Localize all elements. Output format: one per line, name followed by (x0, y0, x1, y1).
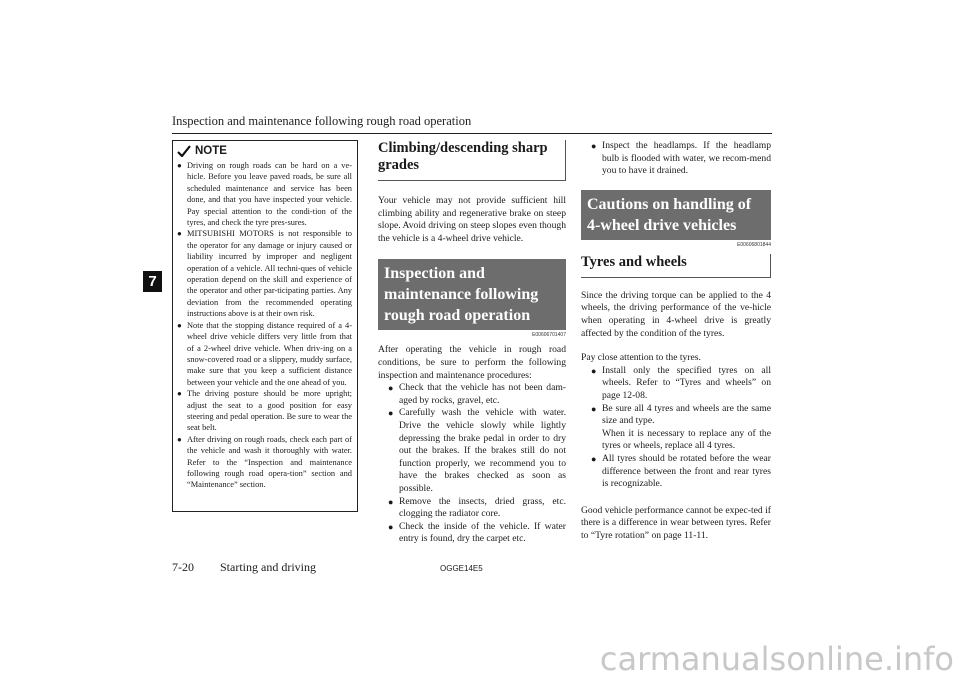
inspection-list (378, 382, 566, 546)
tyres-intro: Since the driving torque can be applied to the 4 wheels, the driving performance of the ve-hicle when operating in 4-wheel drive is greatly affected by the condition of the tyres. (581, 289, 771, 339)
note-title: NOTE (195, 145, 227, 157)
bullet-icon: ● (591, 453, 597, 464)
tyres-heading: Tyres and wheels (581, 254, 771, 278)
list-item (177, 434, 352, 491)
inspection-intro: After operating the vehicle in rough road conditions, be sure to perform the following inspection and maintenance procedures: (378, 344, 566, 381)
cautions-code: E00606801844 (737, 241, 771, 248)
list-item (177, 388, 352, 434)
cautions-heading: Cautions on handling of 4-wheel drive vehicles (581, 190, 771, 240)
tyre-list (581, 365, 771, 491)
bullet-icon: ● (177, 434, 182, 444)
bullet-icon: ● (388, 521, 394, 532)
footer-section: Starting and driving (220, 560, 316, 574)
note-list (177, 160, 352, 491)
headlamp-item-text: Inspect the headlamps. If the headlamp bulb is flooded with water, we recom-mend you to have it drained. (602, 140, 771, 177)
list-item (581, 365, 771, 403)
pencil-check-icon (177, 145, 191, 157)
note-header (177, 145, 352, 157)
tyre-item-text: Be sure all 4 tyres and wheels are the same size and type. (602, 402, 771, 427)
list-item (177, 228, 352, 319)
header-rule (172, 133, 772, 134)
note-item-text: Driving on rough roads can be hard on a ve-hicle. Before you leave paved roads, be sure all scheduled maintenance and service has been done, and that you have inspected your vehicle. Pay special attention to the condi-tion of the tyres, and check the tyre pres-sures. (187, 161, 352, 228)
bullet-icon: ● (591, 403, 597, 414)
running-header: Inspection and maintenance following rough road operation (172, 114, 472, 128)
bullet-icon: ● (177, 161, 182, 170)
note-item-text: MITSUBISHI MOTORS is not responsible to the operator for any damage or injury caused or liability incurred by improper and negligent operation of a vehicle. All techni-ques of vehicle operation depend on the skill and experience of the operator and other par-ticipating parties. Any deviation from the recommended operating instructions above is at their own risk. (187, 229, 352, 319)
tyre-item-text: All tyres should be rotated before the wear difference between the front and rear tyres is recognizable. (602, 452, 771, 490)
bullet-icon: ● (388, 408, 394, 419)
bullet-icon: ● (177, 320, 182, 330)
bullet-icon: ● (591, 141, 597, 151)
inspection-code: E00606701407 (532, 332, 566, 339)
headlamp-list (581, 140, 771, 178)
list-item (581, 403, 771, 453)
list-item (177, 160, 352, 228)
list-item (581, 453, 771, 491)
bullet-icon: ● (177, 229, 182, 239)
inspection-item-text: Remove the insects, dried grass, etc. clogging the radiator core. (399, 495, 566, 520)
note-item-text: Note that the stopping distance required of a 4-wheel drive vehicle differs very little from that of a 2-wheel drive vehicle. When driv-ing on a snow-covered road or a slippery, muddy surface, make sure that you keep a sufficient distance between your vehicle and the one ahead of you. (187, 320, 352, 387)
list-item (378, 521, 566, 546)
page-number: 7-20 (172, 560, 194, 574)
inspection-item-text: Carefully wash the vehicle with water. Drive the vehicle slowly while lightly depressing the brake pedal in order to dry out the brakes. If the brakes still do not function properly, we recommend you to have the brakes checked as soon as possible. (399, 407, 566, 494)
column-middle (378, 140, 566, 546)
note-item-text: After driving on rough roads, check each part of the vehicle and wash it thoroughly with water. Refer to the “Inspection and maintenance following rough road opera-tion” section and “Maintenance” section. (187, 434, 352, 490)
watermark: carmanualsonline.info (599, 640, 954, 678)
inspection-item-text: Check that the vehicle has not been dam-aged by rocks, gravel, etc. (399, 382, 566, 406)
pay-attention-text: Pay close attention to the tyres. (581, 352, 701, 364)
list-item (378, 407, 566, 495)
chapter-tab: 7 (143, 271, 162, 292)
closing-text: Good vehicle performance cannot be expec-ted if there is a difference in wear between tyres. Refer to “Tyre rotation” on page 11-11. (581, 504, 771, 541)
note-box (172, 140, 358, 512)
bullet-icon: ● (388, 496, 394, 507)
bullet-icon: ● (591, 365, 597, 376)
bullet-icon: ● (388, 383, 394, 394)
footer-code: OGGE14E5 (440, 564, 483, 573)
list-item (378, 382, 566, 407)
column-right (581, 140, 771, 542)
bullet-icon: ● (177, 389, 182, 399)
tyre-item-text: Install only the specified tyres on all wheels. Refer to “Tyres and wheels” on page 12-08. (602, 364, 771, 401)
tyre-item-extra: When it is necessary to replace any of the tyres or wheels, replace all 4 tyres. (602, 427, 771, 452)
list-item (378, 496, 566, 521)
inspection-item-text: Check the inside of the vehicle. If water entry is found, dry the carpet etc. (399, 520, 566, 545)
list-item (581, 140, 771, 178)
inspection-heading: Inspection and maintenance following rough road operation (378, 259, 566, 330)
list-item (177, 320, 352, 388)
climbing-heading: Climbing/descending sharp grades (378, 140, 566, 181)
climbing-body: Your vehicle may not provide sufficient hill climbing ability and regenerative brake on steep slope. Avoid driving on steep slopes even though the vehicle is a 4-wheel drive vehicle. (378, 195, 566, 244)
note-item-text: The driving posture should be more upright; adjust the seat to a good position for easy steering and pedal operation. Be sure to wear the seat belt. (187, 389, 352, 433)
